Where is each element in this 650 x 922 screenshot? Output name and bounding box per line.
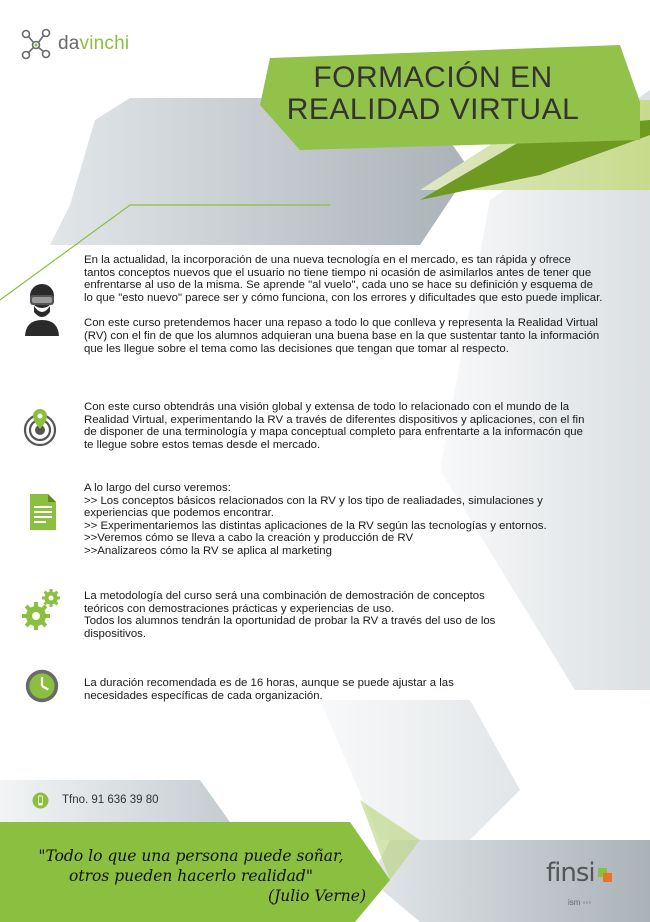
duration-section bbox=[84, 677, 474, 702]
title-line-1: FORMACIÓN EN bbox=[313, 61, 553, 94]
intro-paragraph-1: En la actualidad, la incorporación de una nueva tecnología en el mercado, es tan rápida y ofrece tantos conceptos nuevos que el usuario no tiene tiempo ni ocasión de asimilarlos antes de tener que enfrentarse al uso de la misma. Se aprende "al vuelo", cada uno se hace su definición y esquema de lo que "esto nuevo" parece ser y cómo funciona, con los errores y dificultades que esto puede implicar. bbox=[84, 254, 603, 304]
contents-section bbox=[84, 482, 599, 558]
molecule-logo-icon bbox=[20, 28, 54, 60]
quote bbox=[16, 846, 366, 906]
vision-section bbox=[84, 401, 594, 451]
page-title bbox=[268, 62, 598, 126]
intro-section bbox=[84, 254, 604, 355]
finsi-logo bbox=[546, 858, 595, 888]
intro-paragraph-2: Con este curso pretendemos hacer una repaso a todo lo que conlleva y representa la Realidad Virtual (RV) con el fin de que los alumnos adquieran una buena base en la que sustentar tanto la información que les llegue sobre el tema como las decisiones que tengan que tomar al respecto. bbox=[84, 317, 600, 355]
method-paragraph-1: La metodología del curso será una combinación de demostración de conceptos teóricos con demostraciones prácticas y experiencias de uso. bbox=[84, 590, 485, 615]
title-line-2: REALIDAD VIRTUAL bbox=[286, 93, 580, 126]
finsi-square-icon bbox=[598, 868, 612, 882]
quote-author: (Julio Verne) bbox=[268, 887, 366, 905]
brand-suffix: vinchi bbox=[79, 33, 130, 54]
contents-item: >> Experimentariemos las distintas aplicaciones de la RV según las tecnologías y entornos. bbox=[84, 519, 547, 532]
brand-prefix: da bbox=[58, 33, 80, 54]
phone-icon bbox=[32, 792, 49, 809]
method-section bbox=[84, 590, 504, 640]
location-pin-icon bbox=[22, 408, 62, 448]
finsi-subtext: ism ◦◦◦ bbox=[568, 898, 592, 907]
quote-line-1: "Todo lo que una persona puede soñar, bbox=[38, 847, 344, 865]
document-icon bbox=[22, 492, 62, 532]
brand-name bbox=[58, 33, 129, 55]
contents-intro: A lo largo del curso veremos: bbox=[84, 482, 231, 494]
contents-item: >> Los conceptos básicos relacionados con la RV y los tipo de realiadades, simulaciones y experiencias que podemos encontrar. bbox=[84, 494, 543, 520]
phone-number: Tfno. 91 636 39 80 bbox=[62, 794, 159, 806]
contents-item: >>Veremos cómo se lleva a cabo la creación y producción de RV bbox=[84, 532, 414, 545]
contents-item: >>Analizareos cómo la RV se aplica al marketing bbox=[84, 544, 332, 557]
duration-paragraph: La duración recomendada es de 16 horas, aunque se puede ajustar a las necesidades específicas de cada organización. bbox=[84, 677, 454, 702]
quote-line-2: otros pueden hacerlo realidad" bbox=[69, 867, 313, 885]
davinchi-logo bbox=[20, 28, 129, 60]
vr-headset-icon bbox=[22, 282, 62, 336]
gears-icon bbox=[22, 588, 62, 632]
vision-paragraph: Con este curso obtendrás una visión global y extensa de todo lo relacionado con el mundo de la Realidad Virtual, experimentando la RV a través de diferentes dispositivos y aplicaciones, con el fin de disponer de una terminología y mapa conceptual completo para enfrentarte a la informacón que te llegue sobre estos temas desde el mercado. bbox=[84, 401, 585, 451]
method-paragraph-2: Todos los alumnos tendrán la oportunidad de probar la RV a través del uso de los dispositivos. bbox=[84, 615, 496, 640]
clock-icon bbox=[22, 668, 62, 704]
finsi-name: finsi bbox=[546, 858, 595, 888]
